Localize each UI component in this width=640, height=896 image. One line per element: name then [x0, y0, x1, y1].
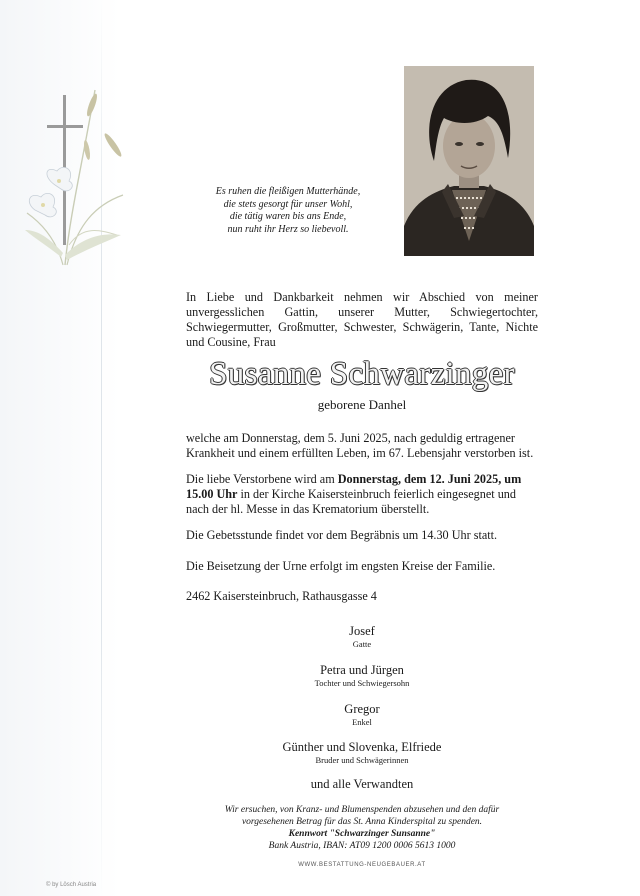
- death-notice-line: Krankheit und einem erfüllten Leben, im 67. Lebensjahr verstorben ist.: [186, 446, 534, 460]
- poem-line: die stets gesorgt für unser Wohl,: [223, 198, 353, 210]
- relatives-text: und alle Verwandten: [310, 777, 414, 791]
- poem-line: nun ruht ihr Herz so liebevoll.: [227, 223, 349, 235]
- donation-line: Wir ersuchen, von Kranz- und Blumenspenden abzusehen und den dafür: [224, 805, 500, 815]
- mourner-name: Gregor: [344, 702, 380, 716]
- mourner-entry: [186, 740, 538, 765]
- mourner-name: Josef: [349, 624, 375, 638]
- mourner-entry: [186, 663, 538, 688]
- deceased-name: Susanne Schwarzinger: [209, 356, 515, 392]
- mourner-relation: Tochter und Schwiegersohn: [314, 678, 410, 688]
- funeral-text: nach der hl. Messe in das Krematorium überstellt.: [186, 502, 430, 516]
- mourner-entry: [186, 624, 538, 649]
- funeral-home-website: WWW.BESTATTUNG-NEUGEBAUER.AT: [298, 862, 426, 868]
- death-notice-paragraph: [186, 431, 538, 461]
- portrait-photo: [404, 66, 534, 256]
- mourner-entry: [186, 702, 538, 727]
- funeral-time: 15.00 Uhr: [186, 487, 238, 501]
- mourner-relation: Enkel: [352, 717, 372, 727]
- funeral-date: Donnerstag, dem 12. Juni 2025, um: [337, 472, 522, 486]
- address-text: 2462 Kaisersteinbruch, Rathausgasse 4: [186, 589, 377, 603]
- funeral-text: in der Kirche Kaisersteinbruch feierlich eingesegnet und: [237, 487, 516, 501]
- urn-burial-text: Die Beisetzung der Urne erfolgt im engsten Kreise der Familie.: [186, 559, 496, 573]
- donation-keyword: Kennwort "Schwarzinger Sunsanne": [288, 829, 436, 839]
- donation-line: vorgesehenen Betrag für das St. Anna Kinderspital zu spenden.: [241, 817, 483, 827]
- poem-line: Es ruhen die fleißigen Mutterhände,: [215, 186, 361, 197]
- funeral-paragraph: [186, 472, 538, 517]
- death-notice-line: welche am Donnerstag, dem 5. Juni 2025, nach geduldig ertragener: [186, 431, 515, 445]
- intro-paragraph: In Liebe und Dankbarkeit nehmen wir Abschied von meiner unvergesslichen Gattin, unserer Mutter, Schwiegertochter, Schwiegermutter, Großmutter, Schwester, Schwägerin, Tante, Nichte und Cousine, Frau: [186, 290, 538, 349]
- cross-lily-icon: [25, 85, 135, 285]
- copyright-text: © by Lösch Austria: [46, 882, 97, 888]
- prayer-hour-text: Die Gebetsstunde findet vor dem Begräbnis um 14.30 Uhr statt.: [186, 528, 498, 542]
- mourner-name: Petra und Jürgen: [320, 663, 404, 677]
- mourner-relation: Gatte: [352, 639, 372, 649]
- poem-line: die tätig waren bis ans Ende,: [229, 211, 347, 222]
- bank-details: Bank Austria, IBAN: AT09 1200 0006 5613 1000: [268, 841, 456, 851]
- mourner-relation: Bruder und Schwägerinnen: [315, 755, 409, 765]
- memorial-poem: [188, 186, 388, 236]
- donation-request: [186, 804, 538, 852]
- maiden-name: geborene Danhel: [317, 397, 407, 412]
- mourner-name: Günther und Slovenka, Elfriede: [282, 740, 442, 754]
- funeral-text: Die liebe Verstorbene wird am: [186, 472, 338, 486]
- relatives-line: [186, 777, 538, 792]
